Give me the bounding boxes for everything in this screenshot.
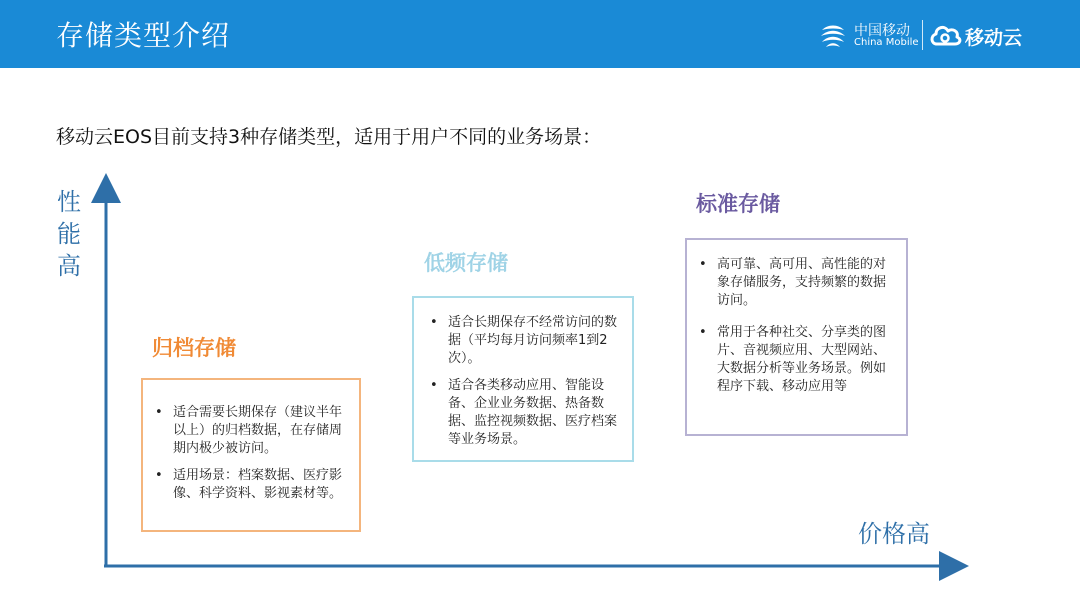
lowfreq-bullet: • 适合各类移动应用、智能设备、企业业务数据、热备数据、监控视频数据、医疗档案等业务场景。 bbox=[426, 377, 620, 449]
archive-bullet: • 适合需要长期保存（建议半年以上）的归档数据，在存储周期内极少被访问。 bbox=[151, 404, 345, 458]
y-axis-label-char: 能 bbox=[57, 220, 81, 248]
archive-bullet: • 适用场景：档案数据、医疗影像、科学资料、影视素材等。 bbox=[151, 467, 345, 503]
archive-storage-box bbox=[141, 378, 361, 532]
low-frequency-storage-title: 低频存储 bbox=[424, 251, 508, 275]
china-mobile-en-text: China Mobile bbox=[854, 37, 919, 48]
intro-text: 移动云EOS目前支持3种存储类型，适用于用户不同的业务场景： bbox=[56, 126, 602, 148]
y-axis-label bbox=[56, 186, 82, 282]
low-frequency-storage-box bbox=[412, 296, 634, 462]
page-title: 存储类型介绍 bbox=[56, 19, 231, 52]
x-axis-label: 价格高 bbox=[858, 520, 930, 548]
archive-storage-title: 归档存储 bbox=[152, 336, 236, 360]
standard-bullet: • 常用于各种社交、分享类的图片、音视频应用、大型网站、大数据分析等业务场景。例如程序下载、移动应用等 bbox=[695, 324, 896, 396]
mobile-cloud-logo-text: 移动云 bbox=[965, 27, 1023, 49]
standard-storage-title: 标准存储 bbox=[696, 192, 780, 216]
standard-bullet: • 高可靠、高可用、高性能的对象存储服务，支持频繁的数据访问。 bbox=[695, 256, 896, 310]
lowfreq-bullet: • 适合长期保存不经常访问的数据（平均每月访问频率1到2次）。 bbox=[426, 314, 620, 368]
y-axis-label-char: 高 bbox=[57, 252, 81, 280]
y-axis-label-char: 性 bbox=[57, 188, 81, 216]
china-mobile-zh-text: 中国移动 bbox=[854, 23, 910, 39]
standard-storage-box bbox=[685, 238, 908, 436]
